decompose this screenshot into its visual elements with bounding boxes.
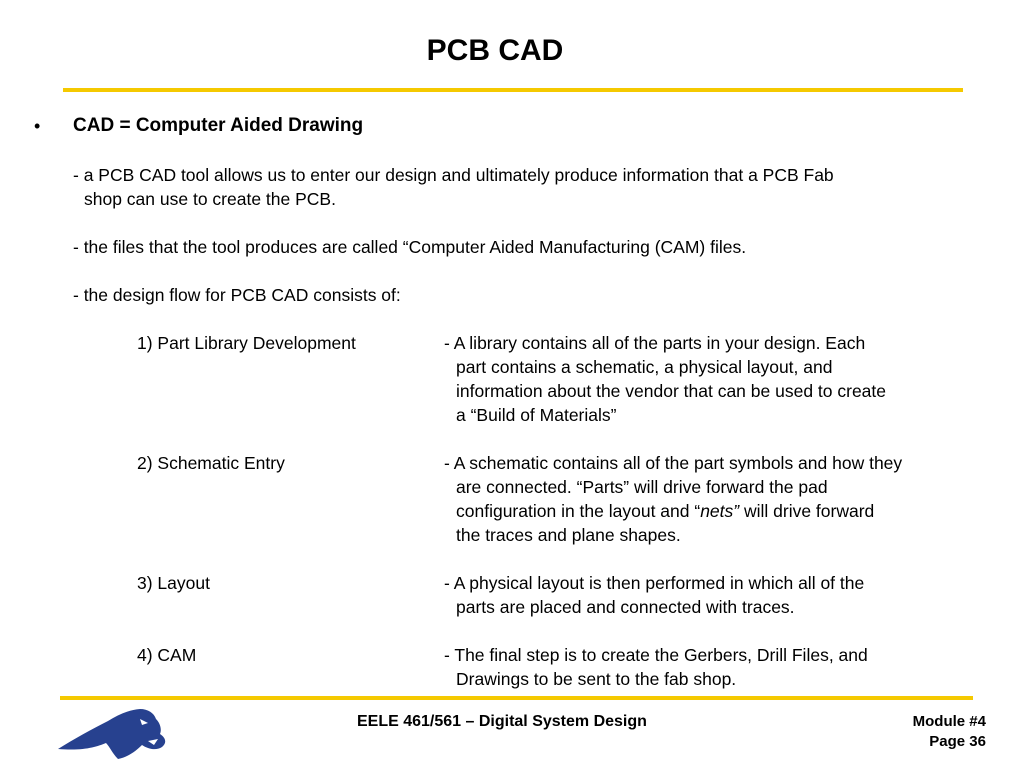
page-info	[913, 712, 986, 752]
step-line: are connected. “Parts” will drive forward the pad	[456, 477, 828, 497]
paragraph-cam-files: - the files that the tool produces are called “Computer Aided Manufacturing (CAM) files.	[73, 237, 747, 257]
module-number: Module #4	[912, 713, 986, 730]
step-line: Drawings to be sent to the fab shop.	[456, 669, 737, 689]
footer-divider	[60, 696, 973, 700]
step-description	[444, 331, 984, 427]
section-heading: CAD = Computer Aided Drawing	[73, 115, 364, 136]
step-line-text: will drive forward	[739, 501, 875, 521]
step-line: - A library contains all of the parts in your design. Each	[444, 333, 866, 353]
slide-title: PCB CAD	[426, 34, 564, 67]
bobcat-logo-icon	[56, 705, 168, 761]
step-label: 2) Schematic Entry	[137, 453, 285, 473]
step-line: the traces and plane shapes.	[456, 525, 681, 545]
step-label: 3) Layout	[137, 573, 210, 593]
paragraph-design-flow: - the design flow for PCB CAD consists of:	[73, 285, 401, 305]
step-label: 1) Part Library Development	[137, 333, 356, 353]
paragraph-line: - a PCB CAD tool allows us to enter our design and ultimately produce information that a PCB Fab	[73, 165, 834, 185]
step-description	[444, 643, 984, 691]
course-title: EELE 461/561 – Digital System Design	[357, 713, 647, 730]
step-line: a “Build of Materials”	[456, 405, 617, 425]
step-line: - A schematic contains all of the part symbols and how they	[444, 453, 903, 473]
logo-head-shape	[58, 709, 165, 759]
step-line	[444, 499, 984, 523]
bullet-marker: •	[34, 116, 41, 136]
step-description	[444, 571, 984, 619]
step-line-text: configuration in the layout and “	[456, 501, 701, 521]
step-line: information about the vendor that can be used to create	[456, 381, 887, 401]
title-divider	[63, 88, 963, 92]
step-label: 4) CAM	[137, 645, 197, 665]
step-line: parts are placed and connected with traces.	[456, 597, 795, 617]
step-line: part contains a schematic, a physical layout, and	[456, 357, 833, 377]
step-description	[444, 451, 984, 547]
page-number: Page 36	[929, 733, 986, 750]
paragraph-cad-tool	[73, 163, 973, 211]
step-line: - A physical layout is then performed in which all of the	[444, 573, 865, 593]
nets-emphasis: nets”	[700, 501, 740, 521]
step-line: - The final step is to create the Gerbers, Drill Files, and	[444, 645, 868, 665]
paragraph-line: shop can use to create the PCB.	[84, 189, 336, 209]
